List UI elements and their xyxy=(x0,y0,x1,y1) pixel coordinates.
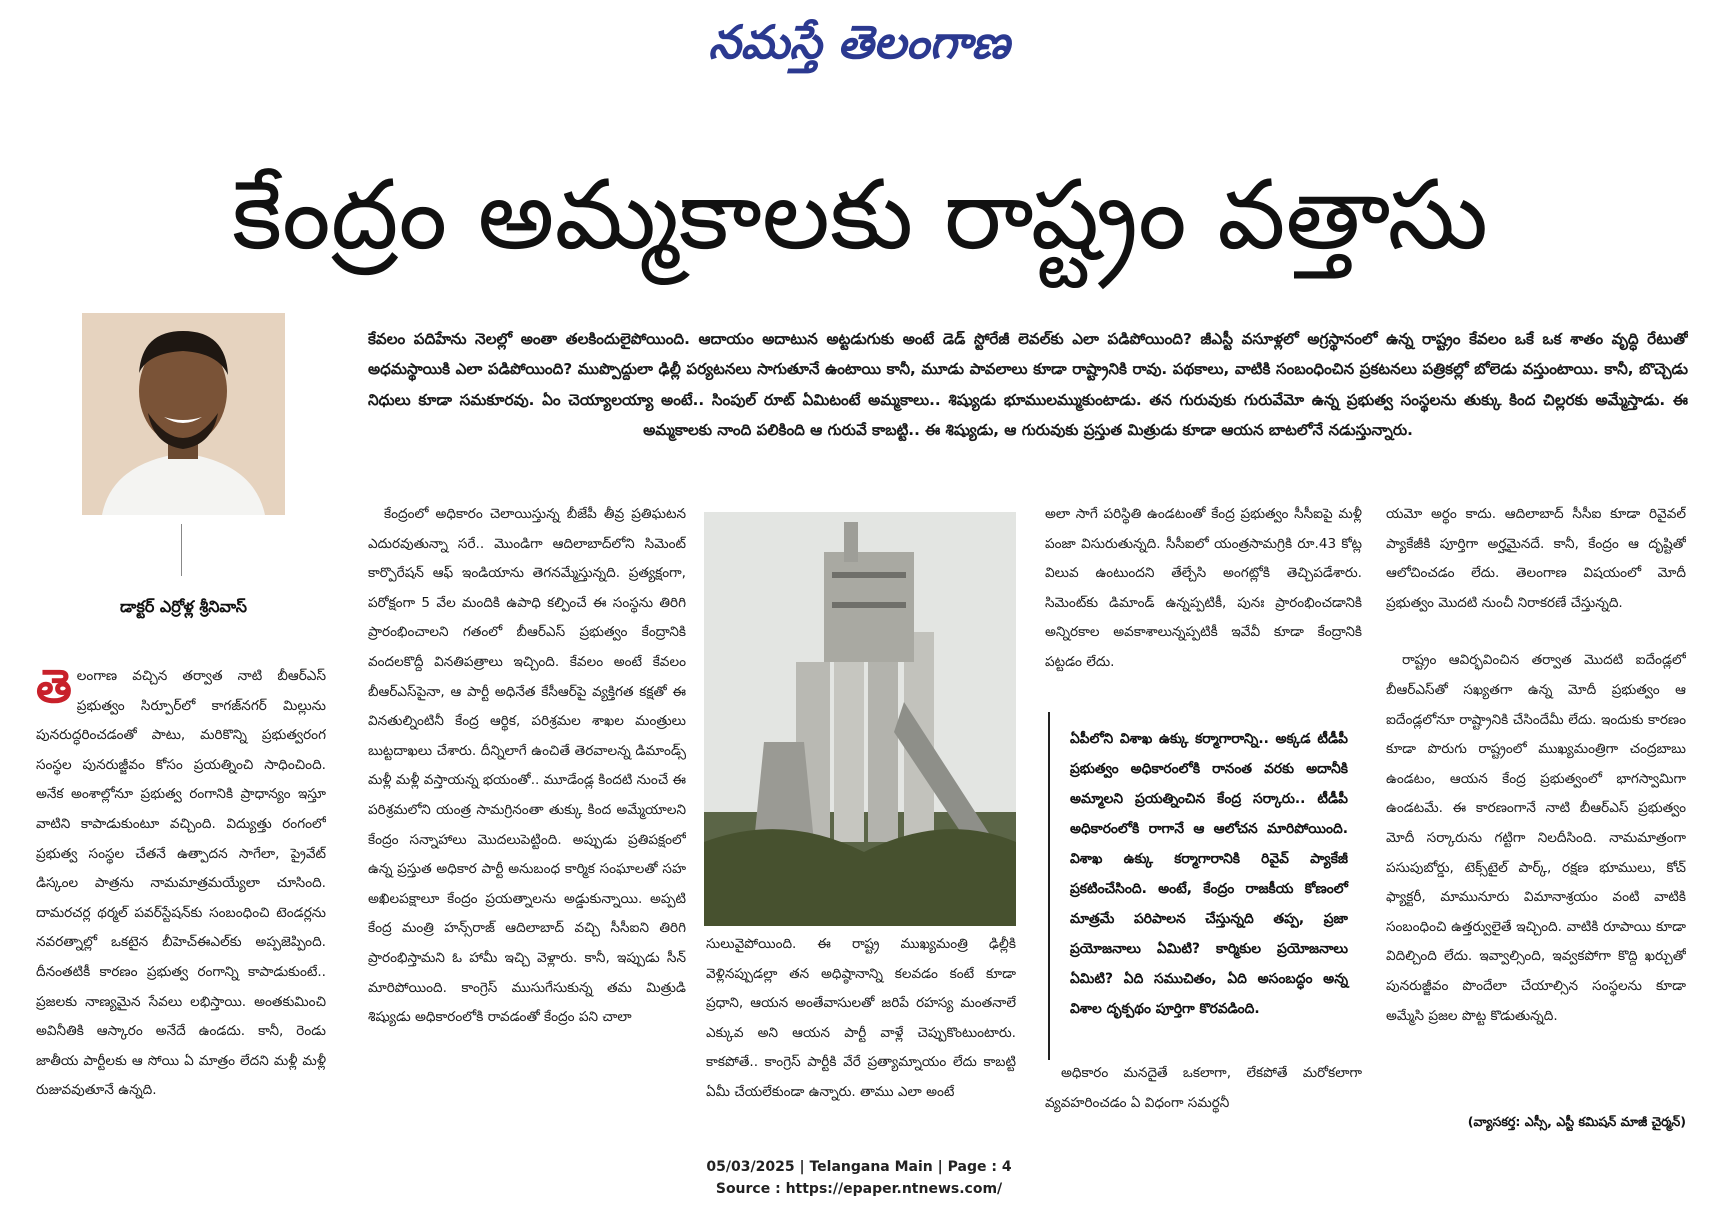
footer-source-link[interactable]: https://epaper.ntnews.com/ xyxy=(785,1181,1003,1197)
author-credit: (వ్యాసకర్త: ఎస్సీ, ఎస్టీ కమిషన్ మాజీ చైర్మన్) xyxy=(1467,1114,1686,1129)
column-2-text: కేంద్రంలో అధికారం చెలాయిస్తున్న బీజేపీ తీవ్ర ప్రతిఘటన ఎదురవుతున్నా సరే.. మొండిగా ఆదిలాబాద్‌లోని సిమెంట్ కార్పొరేషన్ ఆఫ్ ఇండియాను తెగనమ్మేస్తున్నది. ప్రత్యక్షంగా, పరోక్షంగా 5 వేల మందికి ఉపాధి కల్పించే ఈ సంస్థను తిరిగి ప్రారంభించాలని గతంలో బీఆర్‌ఎస్ ప్రభుత్వం కేంద్రానికి వందలకొద్దీ వినతిపత్రాలు ఇచ్చింది. కేవలం అంటే కేవలం బీఆర్‌ఎస్‌పైనా, ఆ పార్టీ అధినేత కేసీఆర్‌పై వ్యక్తిగత కక్షతో ఈ వినతుల్నింటినీ కేంద్ర ఆర్థిక, పరిశ్రమల శాఖల మంత్రులు బుట్టదాఖలు చేశారు. దీన్నిలాగే ఉంచితే తెరవాలన్న డిమాండ్స్ మళ్లీ మళ్లీ వస్తాయన్న భయంతో.. మూడేండ్ల కిందటి నుంచే ఈ పరిశ్రమలోని యంత్ర సామగ్రినంతా తుక్కు కింద అమ్మేయాలని కేంద్రం సన్నాహాలు మొదలుపెట్టింది. అప్పుడు ప్రతిపక్షంలో ఉన్న ప్రస్తుత అధికార పార్టీ అనుబంధ కార్మిక సంఘాలతో సహ అఖిలపక్షాలూ కేంద్రం ప్రయత్నాలను అడ్డుకున్నాయి. అప్పటి కేంద్ర మంత్రి హన్స్‌రాజ్ ఆదిలాబాద్ వచ్చి సీసీఐని తిరిగి ప్రారంభిస్తామని ఓ హామీ ఇచ్చి వెళ్లారు. కానీ, ఇప్పుడు సీన్ మారిపోయింది. కాంగ్రెస్ ముసుగేసుకున్న తమ మిత్రుడి శిష్యుడు అధికారంలోకి రావడంతో కేంద్రం పని చాలా xyxy=(368,506,686,1026)
footer-source-label: Source : xyxy=(715,1181,786,1197)
column-4-continued-text: అధికారం మనదైతే ఒకలాగా, లేకపోతే మరోకలాగా వ్యవహరించడం ఏ విధంగా సమర్థనీ xyxy=(1045,1065,1362,1111)
author-photo xyxy=(82,313,285,515)
footer-edition: Telangana Main xyxy=(809,1159,933,1175)
footer-date: 05/03/2025 xyxy=(706,1159,795,1175)
body-column-5 xyxy=(1386,500,1686,1132)
body-column-4 xyxy=(1045,500,1362,690)
pull-quote: ఏపీలోని విశాఖ ఉక్కు కర్మాగారాన్ని.. అక్కడ టీడీపీ ప్రభుత్వం అధికారంలోకి రానంత వరకు అదానీకి అమ్మాలని ప్రయత్నించిన కేంద్ర సర్కారు.. టీడీపీ అధికారంలోకి రాగానే ఆ ఆలోచన మారిపోయింది. విశాఖ ఉక్కు కర్మాగారానికి రివైవ్ ప్యాకేజీ ప్రకటించేసింది. అంటే, కేంద్రం రాజకీయ కోణంలో మాత్రమే పరిపాలన చేస్తున్నది తప్ప, ప్రజా ప్రయోజనాలు ఏమిటి? కార్మికుల ప్రయోజనాలు ఏమిటి? ఏది సముచితం, ఏది అసంబద్ధం అన్న విశాల దృక్పథం పూర్తిగా కొరవడింది. xyxy=(1048,712,1362,1060)
column-3-text: సులువైపోయింది. ఈ రాష్ట్ర ముఖ్యమంత్రి ఢిల్లీకి వెళ్లినప్పుడల్లా తన అధిష్ఠానాన్ని కలవడం కంటే కూడా ప్రధాని, ఆయన అంతేవాసులతో జరిపే రహస్య మంతనాలే ఎక్కువ అని ఆయన పార్టీ వాళ్లే చెప్పుకొంటుంటారు. కాకపోతే.. కాంగ్రెస్ పార్టీకి వేరే ప్రత్యామ్నాయం లేదు కాబట్టి ఏమీ చేయలేకుండా ఉన్నారు. తాము ఎలా అంటే xyxy=(706,936,1016,1100)
column-5-text: యమో అర్థం కాదు. ఆదిలాబాద్ సీసీఐ కూడా రివైవల్ ప్యాకేజీకి పూర్తిగా అర్హమైనదే. కానీ, కేంద్రం ఆ దృష్టితో ఆలోచించడం లేదు. తెలంగాణ విషయంలో మోదీ ప్రభుత్వం మొదటి నుంచీ నిరాకరణే చేస్తున్నది. xyxy=(1386,506,1686,611)
footer-sep-2: | xyxy=(937,1159,948,1175)
footer-sep-1: | xyxy=(799,1159,810,1175)
article-intro: కేవలం పదిహేను నెలల్లో అంతా తలకిందులైపోయింది. ఆదాయం అదాటున అట్టడుగుకు అంటే డెడ్ స్టోరేజీ లెవల్‌కు ఎలా పడిపోయింది? జీఎస్టీ వసూళ్లలో అగ్రస్థానంలో ఉన్న రాష్ట్రం కేవలం ఒకే ఒక శాతం వృద్ధి రేటుతో అధమస్థాయికి ఎలా పడిపోయింది? ముప్పొద్దులా ఢిల్లీ పర్యటనలు సాగుతూనే ఉంటాయి కానీ, మూడు పావలాలు కూడా రాష్ట్రానికి రావు. పథకాలు, వాటికి సంబంధించిన ప్రకటనలు పత్రికల్లో బోలెడు వస్తుంటాయి. కానీ, బొచ్చెడు నిధులు కూడా సమకూరవు. ఏం చెయ్యాలయ్యా అంటే.. సింపుల్ రూట్ ఏమిటంటే అమ్మకాలు.. శిష్యుడు భూములమ్ముకుంటాడు. తన గురువుకు గురువేమో ఉన్న ప్రభుత్వ సంస్థలను తుక్కు కింద చిల్లరకు అమ్మేస్తాడు. ఈ అమ్మకాలకు నాంది పలికింది ఆ గురువే కాబట్టి.. ఈ శిష్యుడు, ఆ గురువుకు ప్రస్తుత మిత్రుడు కూడా ఆయన బాటలోనే నడుస్తున్నారు. xyxy=(368,330,1688,440)
author-name: డాక్టర్ ఎర్రోళ్ల శ్రీనివాస్ xyxy=(120,597,247,616)
footer xyxy=(0,1156,1718,1206)
article-headline: కేంద్రం అమ్మకాలకు రాష్ట్రం వత్తాసు xyxy=(231,159,1489,271)
body-column-1 xyxy=(36,662,326,1130)
cement-factory-photo xyxy=(704,512,1016,926)
masthead-title: నమస్తే తెలంగాణ xyxy=(708,15,1010,69)
body-column-2 xyxy=(368,500,686,1132)
footer-edition-line xyxy=(0,1156,1718,1178)
drop-cap: తె xyxy=(36,662,72,713)
column-5-text-2: రాష్ట్రం ఆవిర్భవించిన తర్వాత మొదటి ఐదేండ్లలో బీఆర్‌ఎస్‌తో సఖ్యతగా ఉన్న మోదీ ప్రభుత్వం ఆ ఐదేండ్లలోనూ రాష్ట్రానికి చేసిందేమీ లేదు. ఇందుకు కారణం కూడా పొరుగు రాష్ట్రంలో ముఖ్యమంత్రిగా చంద్రబాబు ఉండటం, ఆయన కేంద్ర ప్రభుత్వంలో భాగస్వామిగా ఉండటమే. ఈ కారణంగానే నాటి బీఆర్‌ఎస్ ప్రభుత్వం మోదీ సర్కారును గట్టిగా నిలదీసింది. నామమాత్రంగా పసుపుబోర్డు, టెక్స్‌టైల్ పార్క్, రక్షణ భూములు, కోచ్ ఫ్యాక్టరీ, మామునూరు విమానాశ్రయం వంటి వాటికి సంబంధించి ఉత్తర్వులైతే ఇచ్చింది. వాటికి రూపాయి కూడా విదిల్చింది లేదు. ఇవ్వాల్సింది, ఇవ్వకపోగా కొద్ది ఖర్చుతో పునరుజ్జీవం పొందేలా చేయాల్సిన సంస్థలను కూడా అమ్మేసి ప్రజల పొట్ట కొడుతున్నది. xyxy=(1386,652,1686,1024)
column-4-text: అలా సాగే పరిస్థితి ఉండటంతో కేంద్ర ప్రభుత్వం సీసీఐపై మళ్లీ పంజా విసురుతున్నది. సీసీఐలో యంత్రసామగ్రికి రూ.43 కోట్ల విలువ ఉంటుందని తేల్చేసి అంగట్లోకి తెచ్చిపడేశారు. సిమెంట్‌కు డిమాండ్ ఉన్నప్పటికీ, పునః ప్రారంభించడానికి అన్నిరకాల అవకాశాలున్నప్పటికీ ఇవేవీ కూడా కేంద్రానికి పట్టడం లేదు. xyxy=(1045,506,1362,670)
byline-rule xyxy=(181,524,182,576)
footer-source-line xyxy=(0,1178,1718,1200)
footer-page: Page : 4 xyxy=(947,1159,1012,1175)
body-column-3 xyxy=(706,930,1016,1132)
column-1-text: లంగాణ వచ్చిన తర్వాత నాటి బీఆర్‌ఎస్ ప్రభుత్వం సిర్పూర్‌లో కాగజ్‌నగర్ మిల్లును పునరుద్ధరించడంతో పాటు, మరికొన్ని ప్రభుత్వరంగ సంస్థల పునరుజ్జీవం కోసం ప్రయత్నించి సాధించింది. అనేక అంశాల్లోనూ ప్రభుత్వ రంగానికి ప్రాధాన్యం ఇస్తూ వాటిని కాపాడుకుంటూ వచ్చింది. విద్యుత్తు రంగంలో ప్రభుత్వ సంస్థల చేతనే ఉత్పాదన సాగేలా, ప్రైవేట్ డిస్కంల పాత్రను నామమాత్రమయ్యేలా చూసింది. దామరచర్ల థర్మల్ పవర్‌స్టేషన్‌కు సంబంధించి టెండర్లను నవరత్నాల్లో ఒకటైన బీహెచ్‌ఈఎల్‌కు అప్పజెప్పింది. దీనంతటికీ కారణం ప్రభుత్వ రంగాన్ని కాపాడుకుంటే.. ప్రజలకు నాణ్యమైన సేవలు లభిస్తాయి. అంతకుమించి అవినీతికి ఆస్కారం అనేదే ఉండదు. కానీ, రెండు జాతీయ పార్టీలకు ఆ సోయి ఏ మాత్రం లేదని మళ్లీ మళ్లీ రుజువవుతూనే ఉన్నది. xyxy=(36,668,326,1099)
body-column-4-continued xyxy=(1045,1059,1362,1132)
